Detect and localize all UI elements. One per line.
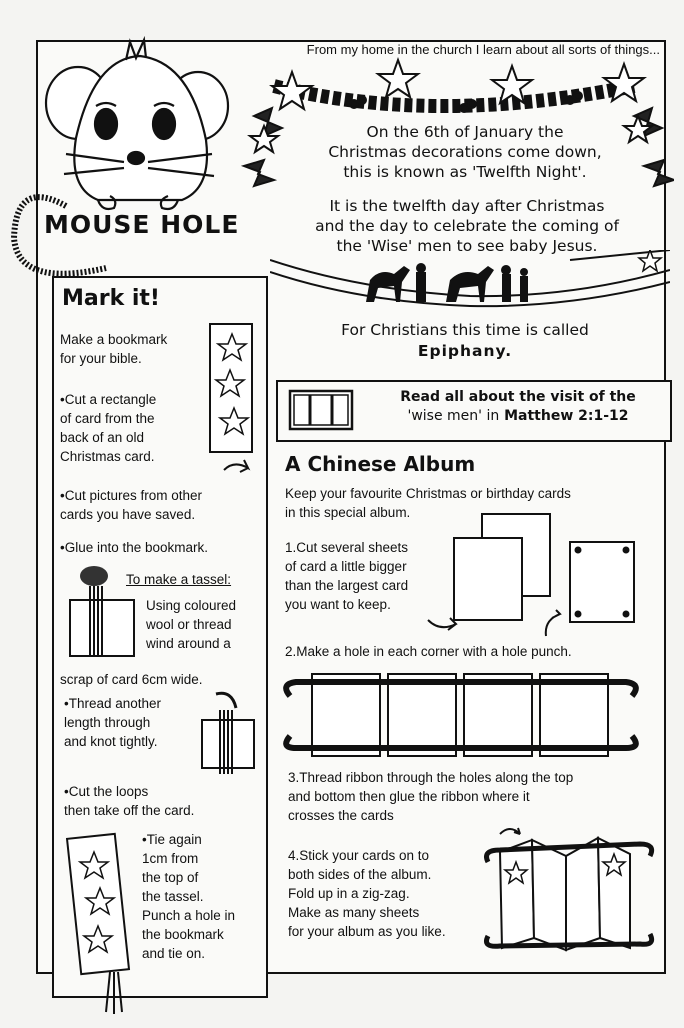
album-step3 (288, 768, 668, 825)
text-line: Christmas card. (60, 449, 155, 464)
twelfth-day-paragraph (262, 196, 672, 256)
text-line: the 'Wise' men to see baby Jesus. (336, 237, 598, 255)
text-line: 1.Cut several sheets (285, 540, 409, 555)
mark-it-step2 (60, 486, 260, 524)
mark-it-step3: •Glue into the bookmark. (60, 540, 209, 555)
text-line: crosses the cards (288, 808, 394, 823)
wise-men-camels-icon (270, 250, 670, 320)
text-line: the tassel. (142, 889, 204, 904)
bookmark-stars-icon (204, 320, 258, 480)
album-step4 (288, 846, 498, 941)
epiphany-text (280, 320, 650, 362)
text-line: Punch a hole in (142, 908, 236, 923)
read-instruction (372, 388, 664, 426)
text-line: and tie on. (142, 946, 206, 961)
text-line: •Cut pictures from other (60, 488, 203, 503)
tassel-continue: scrap of card 6cm wide. (60, 672, 203, 687)
text-line: the bookmark (142, 927, 224, 942)
text-line: you want to keep. (285, 597, 391, 612)
text-line: It is the twelfth day after Christmas (329, 197, 605, 215)
tagline: From my home in the church I learn about all sorts of things... (306, 42, 660, 57)
finished-bookmark-icon (66, 832, 150, 1022)
text-line: wind around a (146, 636, 231, 651)
mark-it-intro (60, 330, 210, 368)
epiphany-intro: For Christians this time is called (341, 321, 589, 339)
read-prefix: 'wise men' in (407, 408, 500, 424)
text-line: wool or thread (146, 617, 232, 632)
text-line: Keep your favourite Christmas or birthday cards (285, 486, 571, 501)
text-line: Make a bookmark (60, 332, 168, 347)
text-line: •Cut the loops (64, 784, 149, 799)
text-line: 4.Stick your cards on to (288, 848, 430, 863)
text-line: •Thread another (64, 696, 162, 711)
mark-it-title: Mark it! (62, 286, 160, 311)
tied-tassel-icon (196, 690, 262, 782)
bible-reference: Matthew 2:1-12 (504, 408, 629, 424)
epiphany-word: Epiphany. (417, 342, 513, 360)
text-line: the top of (142, 870, 199, 885)
tassel-instructions (146, 596, 260, 653)
text-line: this is known as 'Twelfth Night'. (343, 163, 587, 181)
card-sheets-icon (420, 510, 660, 640)
text-line: of card from the (60, 411, 155, 426)
text-line: On the 6th of January the (366, 123, 564, 141)
cut-loops-step (64, 782, 264, 820)
tassel-heading: To make a tassel: (126, 572, 232, 587)
bible-book-icon (288, 389, 354, 431)
text-line: and the day to celebrate the coming of (315, 217, 619, 235)
zigzag-album-icon (480, 826, 664, 956)
text-line: for your bible. (60, 351, 142, 366)
mark-it-step1 (60, 390, 210, 466)
text-line: 3.Thread ribbon through the holes along the top (288, 770, 574, 785)
text-line: back of an old (60, 430, 145, 445)
ribbon-threaded-cards-icon (276, 666, 646, 766)
read-line1: Read all about the visit of the (400, 389, 636, 405)
mouse-mascot-icon (6, 28, 246, 278)
text-line: in this special album. (285, 505, 411, 520)
text-line: Christmas decorations come down, (328, 143, 602, 161)
text-line: and knot tightly. (64, 734, 158, 749)
tie-step (142, 830, 262, 963)
text-line: •Tie again (142, 832, 202, 847)
text-line: Using coloured (146, 598, 237, 613)
text-line: of card a little bigger (285, 559, 407, 574)
thread-step (64, 694, 194, 751)
text-line: and bottom then glue the ribbon where it (288, 789, 530, 804)
album-title: A Chinese Album (285, 452, 476, 476)
text-line: cards you have saved. (60, 507, 196, 522)
text-line: 1cm from (142, 851, 199, 866)
text-line: Make as many sheets (288, 905, 420, 920)
text-line: for your album as you like. (288, 924, 446, 939)
text-line: Fold up in a zig-zag. (288, 886, 410, 901)
text-line: than the largest card (285, 578, 409, 593)
album-step2: 2.Make a hole in each corner with a hole punch. (285, 644, 572, 659)
text-line: then take off the card. (64, 803, 195, 818)
twelfth-night-paragraph (280, 122, 650, 182)
text-line: length through (64, 715, 151, 730)
text-line: •Cut a rectangle (60, 392, 157, 407)
mouse-hole-brand: MOUSE HOLE (44, 210, 240, 239)
text-line: both sides of the album. (288, 867, 432, 882)
